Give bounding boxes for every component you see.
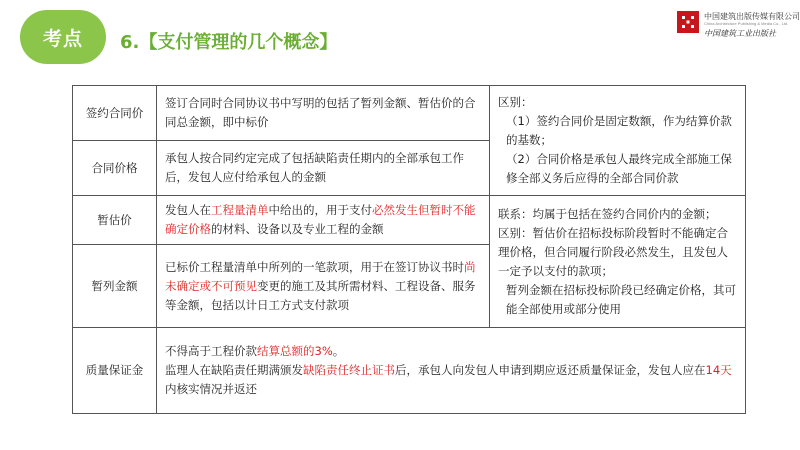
note-item: （1）签约合同价是固定数额，作为结算价款的基数； — [506, 114, 732, 147]
definition-line — [165, 361, 737, 399]
highlight-text: 缺陷责任终止证书 — [303, 363, 395, 377]
term-cell: 暂列金额 — [73, 245, 157, 328]
definition-line — [165, 342, 737, 361]
definition-text: 。 — [332, 344, 345, 358]
table-row — [73, 86, 746, 141]
publisher-name-cn: 中国建筑出版传媒有限公司 — [704, 12, 800, 21]
highlight-text: 工程量清单 — [211, 203, 269, 217]
page-title: 6.【支付管理的几个概念】 — [120, 32, 338, 53]
publisher-script-name: 中国建筑工业出版社 — [704, 29, 776, 38]
definition-text: 已标价工程量清单中所列的一笔款项，用于在签订协议书时 — [165, 259, 464, 274]
definition-cell — [157, 245, 490, 328]
note-item: 区别：暂估价在招标投标阶段暂时不能确定合理价格，但合同履行阶段必然发生，且发包人一定予以支付的款项； — [498, 225, 728, 278]
term-cell: 质量保证金 — [73, 328, 157, 414]
term-cell: 暂估价 — [73, 196, 157, 245]
definition-cell — [157, 196, 490, 245]
term-cell: 合同价格 — [73, 141, 157, 196]
highlight-text: 结算总额的3% — [257, 344, 333, 358]
publisher-name-en: China Architecture Publishing & Media Co., Ltd. — [704, 21, 789, 26]
definition-cell — [157, 328, 746, 414]
note-item: 联系：均属于包括在签约合同价内的金额； — [498, 206, 717, 221]
definition-cell: 承包人按合同约定完成了包括缺陷责任期内的全部承包工作后，发包人应付给承包人的金额 — [157, 141, 490, 196]
topic-badge: 考点 — [20, 10, 106, 64]
note-cell-relation — [490, 196, 746, 328]
note-item: （2）合同价格是承包人最终完成全部施工保修全部义务后应得的全部合同价款 — [506, 152, 732, 185]
note-item: 暂列金额在招标投标阶段已经确定价格，其可能全部使用或部分使用 — [506, 282, 736, 316]
definition-text: 的材料、设备以及专业工程的金额 — [211, 222, 384, 236]
term-cell: 签约合同价 — [73, 86, 157, 141]
highlight-text: 必然发生但暂时不能确定价格 — [165, 203, 476, 236]
table-row — [73, 196, 746, 245]
publisher-logo — [676, 8, 800, 40]
note-cell-difference — [490, 86, 746, 196]
table-row — [73, 328, 746, 414]
definition-text: 监理人在缺陷责任期满颁发 — [165, 363, 303, 377]
highlight-text: 14天 — [705, 363, 732, 377]
definition-text: 中给出的，用于支付 — [268, 203, 372, 217]
definition-text: 内核实情况并返还 — [165, 382, 257, 396]
note-heading: 区别： — [498, 95, 533, 109]
definition-cell: 签订合同时合同协议书中写明的包括了暂列金额、暂估价的合同总金额，即中标价 — [157, 86, 490, 141]
publisher-emblem-icon — [676, 10, 700, 34]
definition-text: 后，承包人向发包人申请到期应返还质量保证金，发包人应在 — [395, 363, 706, 377]
definition-text: 变更的施工及其所需材料、工程设备、服务等金额，包括以计日工方式支付款项 — [165, 278, 476, 312]
definition-text: 不得高于工程价款 — [165, 344, 257, 358]
concept-table — [72, 85, 746, 414]
definition-text: 发包人在 — [165, 203, 211, 217]
highlight-text: 尚未确定或不可预见 — [165, 259, 476, 293]
